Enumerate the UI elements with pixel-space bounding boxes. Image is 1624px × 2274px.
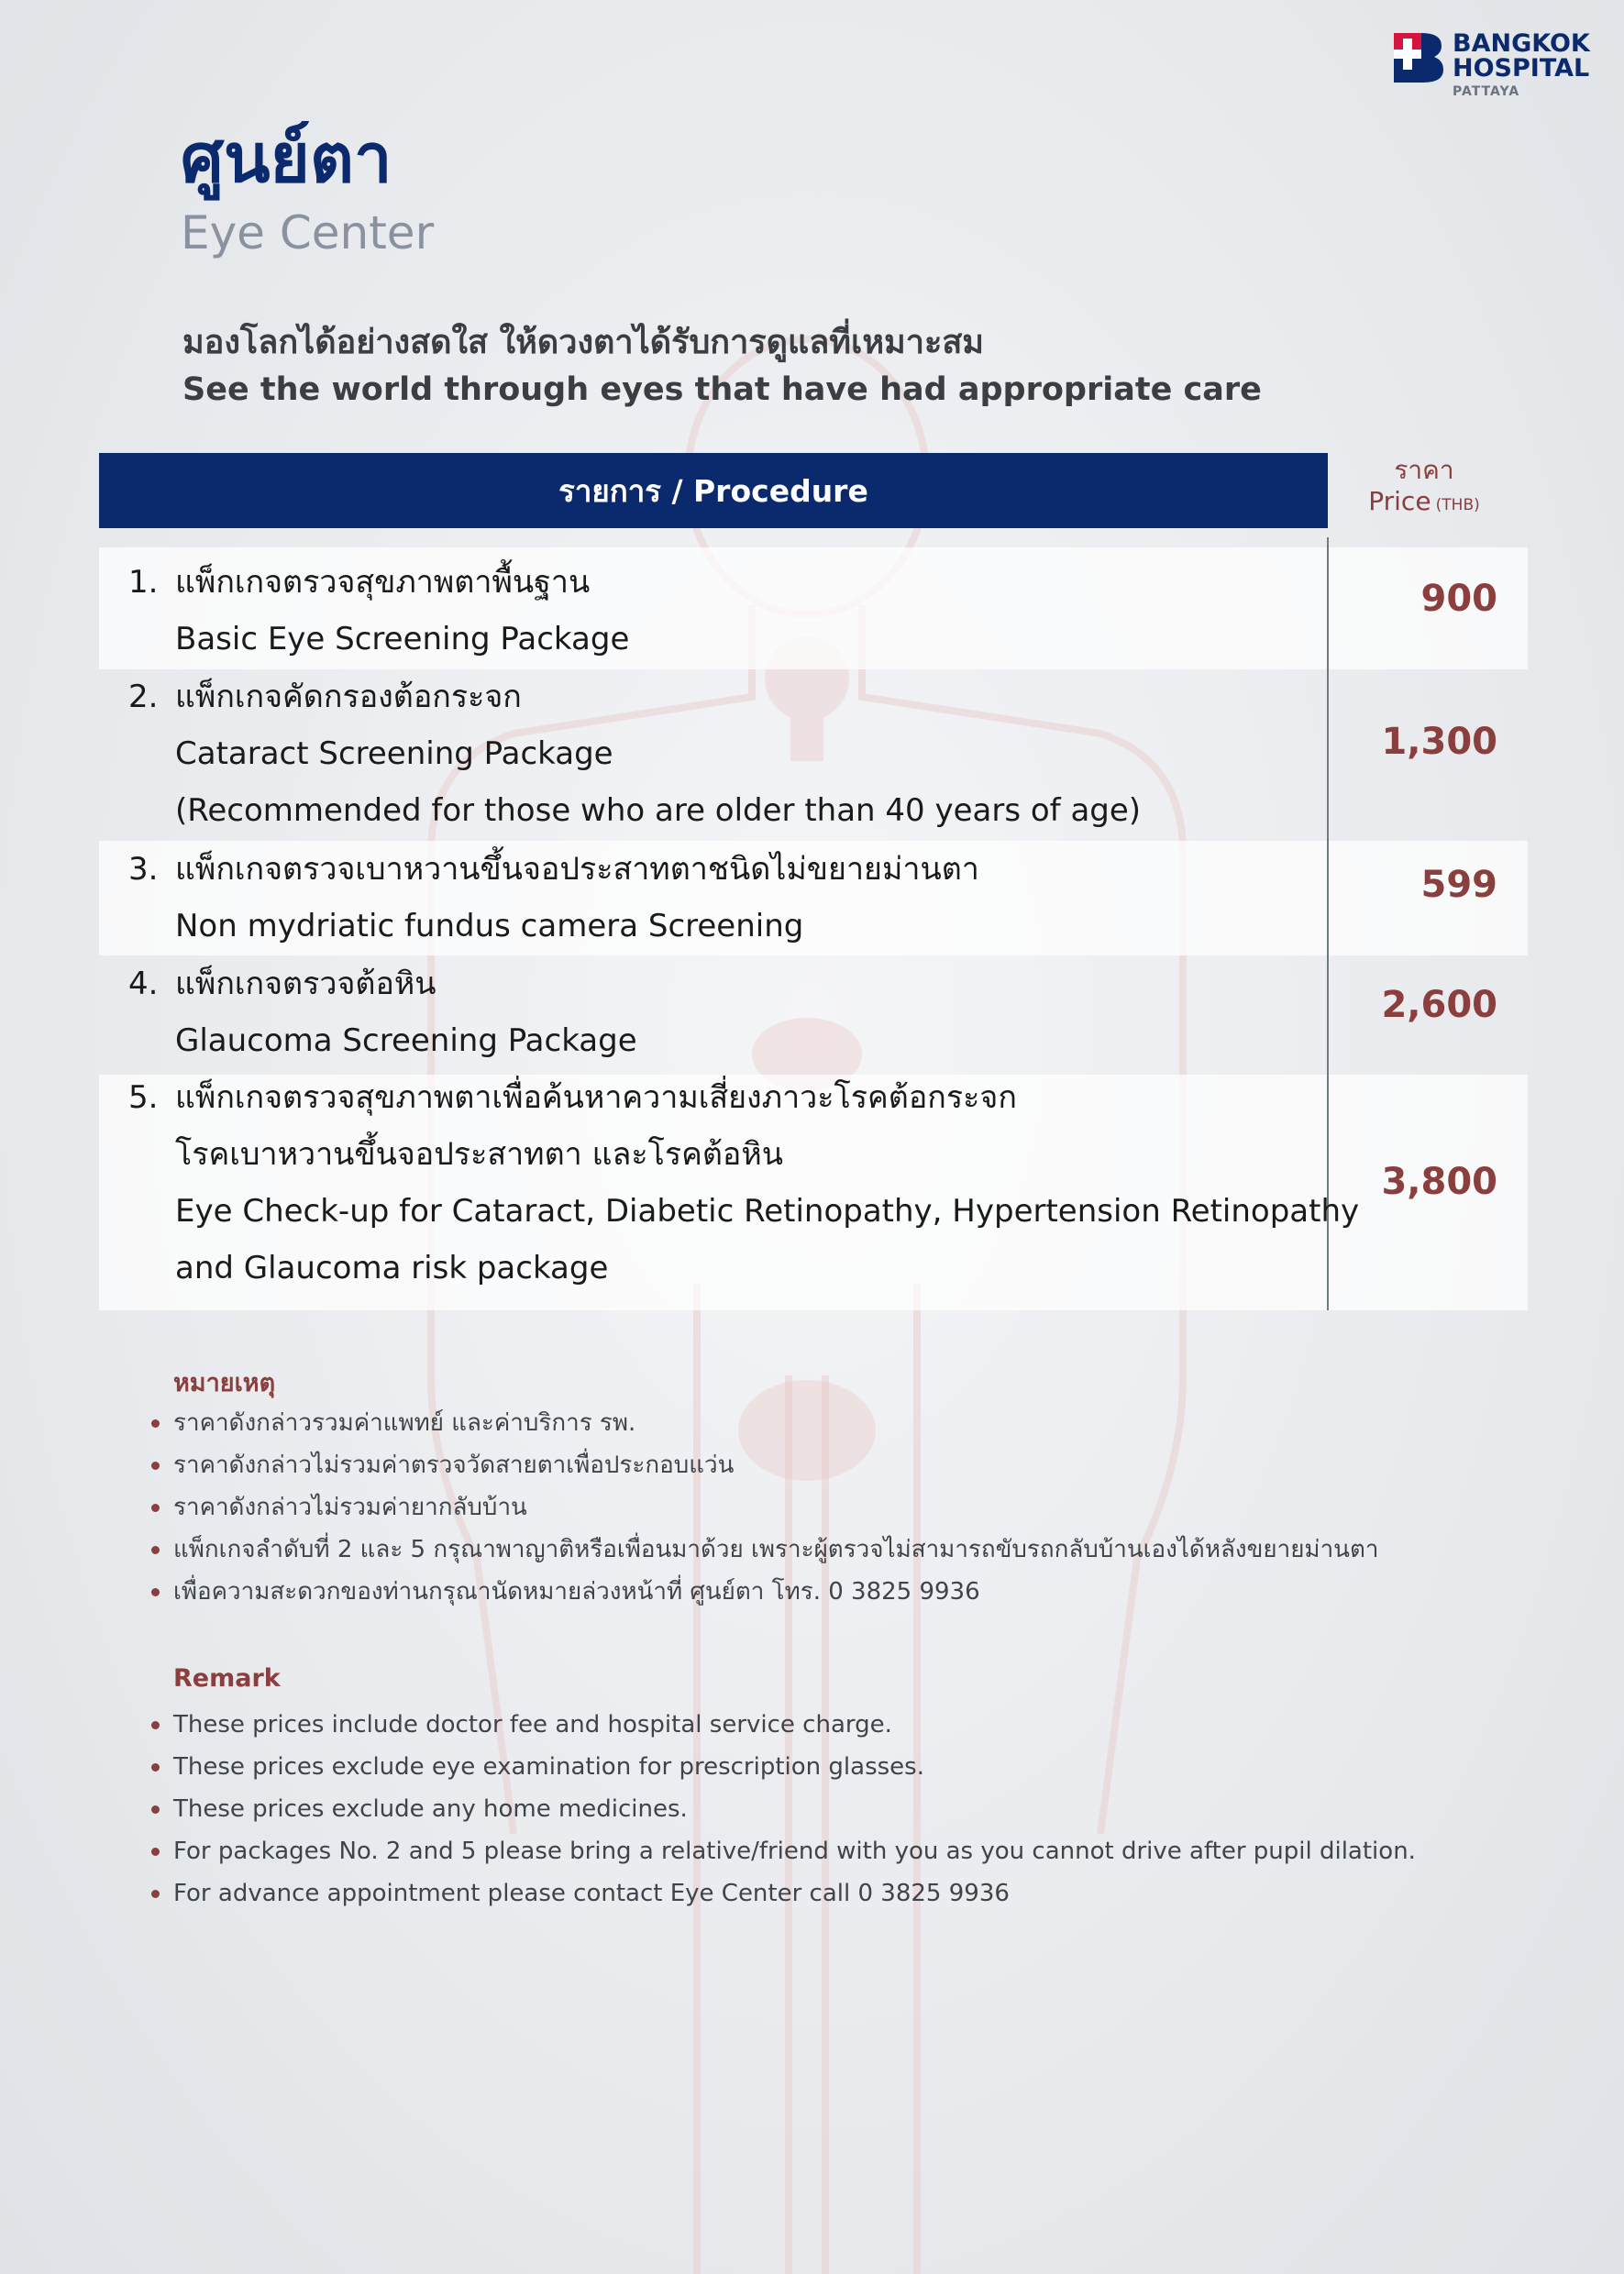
price-header-english: Price bbox=[1368, 486, 1431, 516]
bullet-icon bbox=[151, 1721, 160, 1729]
list-item: เพื่อความสะดวกของท่านกรุณานัดหมายล่วงหน้าที่ ศูนย์ตา โทร. 0 3825 9936 bbox=[151, 1571, 1378, 1613]
procedure-thai: แพ็กเกจตรวจสุขภาพตาพื้นฐาน bbox=[175, 564, 591, 601]
list-item: These prices exclude eye examination for prescription glasses. bbox=[151, 1746, 1416, 1788]
bullet-icon bbox=[151, 1419, 160, 1428]
list-item: These prices include doctor fee and hospital service charge. bbox=[151, 1704, 1416, 1746]
page-title-english: Eye Center bbox=[181, 206, 435, 259]
tagline-english: See the world through eyes that have had appropriate care bbox=[182, 371, 1262, 408]
list-item: For advance appointment please contact Eye Center call 0 3825 9936 bbox=[151, 1872, 1416, 1915]
price-value: 3,800 bbox=[1381, 1161, 1497, 1203]
price-value: 599 bbox=[1420, 864, 1497, 906]
bullet-icon bbox=[151, 1462, 160, 1470]
row-number: 4. bbox=[128, 966, 159, 1002]
row-number: 3. bbox=[128, 851, 159, 888]
procedure-thai-line2: โรคเบาหวานขึ้นจอประสาทตา และโรคต้อหิน bbox=[175, 1136, 783, 1173]
bullet-icon bbox=[151, 1588, 160, 1596]
table-header-price bbox=[1328, 455, 1520, 517]
procedure-english: Cataract Screening Package bbox=[175, 735, 613, 772]
bullet-icon bbox=[151, 1504, 160, 1512]
row-number: 5. bbox=[128, 1079, 159, 1116]
price-value: 1,300 bbox=[1381, 721, 1497, 763]
price-header-thai: ราคา bbox=[1394, 455, 1454, 485]
hospital-logo bbox=[1394, 31, 1605, 105]
tagline-thai: มองโลกได้อย่างสดใส ให้ดวงตาได้รับการดูแลที่เหมาะสม bbox=[182, 324, 985, 361]
list-item: For packages No. 2 and 5 please bring a relative/friend with you as you cannot drive after pupil dilation. bbox=[151, 1830, 1416, 1872]
bangkok-hospital-logo-icon bbox=[1394, 33, 1443, 83]
bullet-icon bbox=[151, 1763, 160, 1772]
price-value: 900 bbox=[1420, 578, 1497, 620]
list-item: ราคาดังกล่าวไม่รวมค่าตรวจวัดสายตาเพื่อประกอบแว่น bbox=[151, 1444, 1378, 1486]
logo-location: PATTAYA bbox=[1453, 84, 1520, 99]
procedure-thai: แพ็กเกจตรวจต้อหิน bbox=[175, 966, 436, 1002]
bullet-icon bbox=[151, 1805, 160, 1814]
table-header-procedure: รายการ / Procedure bbox=[99, 453, 1328, 528]
logo-wordmark: BANGKOK HOSPITAL bbox=[1453, 29, 1590, 83]
price-value: 2,600 bbox=[1381, 984, 1497, 1026]
list-item: ราคาดังกล่าวรวมค่าแพทย์ และค่าบริการ รพ. bbox=[151, 1402, 1378, 1444]
notes-heading-english: Remark bbox=[173, 1664, 281, 1693]
list-item: ราคาดังกล่าวไม่รวมค่ายากลับบ้าน bbox=[151, 1486, 1378, 1529]
list-item: These prices exclude any home medicines. bbox=[151, 1788, 1416, 1830]
bullet-icon bbox=[151, 1848, 160, 1856]
notes-list-english bbox=[151, 1704, 1416, 1915]
procedure-thai: แพ็กเกจตรวจเบาหวานขึ้นจอประสาทตาชนิดไม่ขยายม่านตา bbox=[175, 851, 979, 888]
price-header-unit: (THB) bbox=[1435, 496, 1480, 514]
procedure-english-line2: and Glaucoma risk package bbox=[175, 1250, 609, 1286]
procedure-note: (Recommended for those who are older than 40 years of age) bbox=[175, 792, 1142, 829]
procedure-english: Eye Check-up for Cataract, Diabetic Retinopathy, Hypertension Retinopathy bbox=[175, 1193, 1360, 1230]
procedure-english: Basic Eye Screening Package bbox=[175, 621, 630, 657]
notes-list-thai bbox=[151, 1402, 1378, 1613]
row-number: 2. bbox=[128, 679, 159, 715]
procedure-thai: แพ็กเกจตรวจสุขภาพตาเพื่อค้นหาความเสี่ยงภาวะโรคต้อกระจก bbox=[175, 1079, 1017, 1116]
procedure-english: Glaucoma Screening Package bbox=[175, 1022, 637, 1059]
list-item: แพ็กเกจลำดับที่ 2 และ 5 กรุณาพาญาติหรือเพื่อนมาด้วย เพราะผู้ตรวจไม่สามารถขับรถกลับบ้านเองได้หลังขยายม่านตา bbox=[151, 1529, 1378, 1571]
bullet-icon bbox=[151, 1546, 160, 1554]
bullet-icon bbox=[151, 1890, 160, 1898]
procedure-english: Non mydriatic fundus camera Screening bbox=[175, 908, 804, 944]
row-number: 1. bbox=[128, 564, 159, 601]
notes-heading-thai: หมายเหตุ bbox=[173, 1369, 276, 1397]
page-title-thai: ศูนย์ตา bbox=[181, 119, 392, 198]
procedure-thai: แพ็กเกจคัดกรองต้อกระจก bbox=[175, 679, 522, 715]
